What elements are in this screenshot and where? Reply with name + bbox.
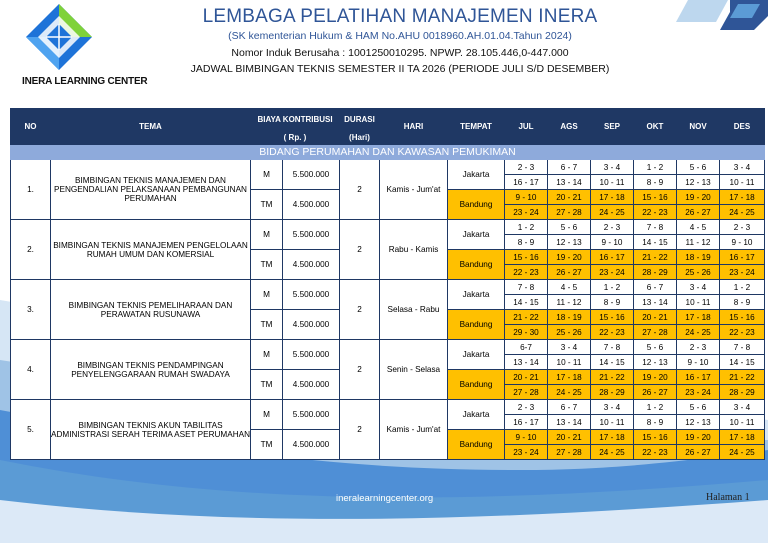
date-cell: 18 - 19: [548, 310, 591, 325]
date-cell: 16 - 17: [677, 370, 720, 385]
date-cell: 11 - 12: [677, 235, 720, 250]
date-cell: 26 - 27: [634, 385, 677, 400]
date-cell: 22 - 23: [591, 325, 634, 340]
date-cell: 1 - 2: [720, 280, 765, 295]
col-sep: SEP: [591, 109, 634, 145]
date-cell: 6-7: [505, 340, 548, 355]
date-cell: 22 - 23: [634, 205, 677, 220]
table-row: [11, 220, 765, 235]
date-cell: 14 - 15: [591, 355, 634, 370]
date-cell: 24 - 25: [720, 205, 765, 220]
date-cell: 5 - 6: [634, 340, 677, 355]
date-cell: 1 - 2: [634, 400, 677, 415]
col-hari: HARI: [380, 109, 448, 145]
price-type-tm: TM: [251, 310, 283, 340]
price-type-m: M: [251, 160, 283, 190]
date-cell: 10 - 11: [591, 415, 634, 430]
date-cell: 26 - 27: [677, 205, 720, 220]
date-cell: 13 - 14: [548, 415, 591, 430]
date-cell: 14 - 15: [505, 295, 548, 310]
date-cell: 3 - 4: [677, 280, 720, 295]
date-cell: 27 - 28: [548, 205, 591, 220]
tempat-bandung: Bandung: [448, 430, 505, 460]
date-cell: 26 - 27: [548, 265, 591, 280]
row-durasi: 2: [340, 220, 380, 280]
date-cell: 7 - 8: [505, 280, 548, 295]
tempat-bandung: Bandung: [448, 190, 505, 220]
date-cell: 25 - 26: [548, 325, 591, 340]
date-cell: 23 - 24: [505, 445, 548, 460]
row-number: 1.: [11, 160, 51, 220]
date-cell: 13 - 14: [634, 295, 677, 310]
date-cell: 11 - 12: [548, 295, 591, 310]
price-tm: 4.500.000: [283, 250, 340, 280]
date-cell: 1 - 2: [505, 220, 548, 235]
date-cell: 15 - 16: [720, 310, 765, 325]
price-type-tm: TM: [251, 190, 283, 220]
date-cell: 8 - 9: [634, 175, 677, 190]
date-cell: 28 - 29: [634, 265, 677, 280]
price-m: 5.500.000: [283, 340, 340, 370]
date-cell: 2 - 3: [720, 220, 765, 235]
date-cell: 12 - 13: [677, 175, 720, 190]
date-cell: 6 - 7: [548, 400, 591, 415]
date-cell: 26 - 27: [677, 445, 720, 460]
date-cell: 2 - 3: [505, 160, 548, 175]
date-cell: 21 - 22: [720, 370, 765, 385]
date-cell: 19 - 20: [634, 370, 677, 385]
date-cell: 7 - 8: [720, 340, 765, 355]
col-nov: NOV: [677, 109, 720, 145]
date-cell: 21 - 22: [634, 250, 677, 265]
date-cell: 17 - 18: [591, 190, 634, 205]
table-row: [11, 280, 765, 295]
date-cell: 6 - 7: [634, 280, 677, 295]
date-cell: 7 - 8: [634, 220, 677, 235]
date-cell: 9 - 10: [505, 430, 548, 445]
date-cell: 20 - 21: [548, 430, 591, 445]
sk-line: (SK kementerian Hukum & HAM No.AHU 0018960.AH.01.04.Tahun 2024): [228, 30, 572, 42]
date-cell: 19 - 20: [548, 250, 591, 265]
date-cell: 6 - 7: [548, 160, 591, 175]
row-tema: BIMBINGAN TEKNIS PEMELIHARAAN DAN PERAWATAN RUSUNAWA: [51, 280, 251, 340]
date-cell: 10 - 11: [677, 295, 720, 310]
date-cell: 27 - 28: [548, 445, 591, 460]
col-hari-unit: (Hari): [340, 130, 380, 145]
date-cell: 27 - 28: [505, 385, 548, 400]
date-cell: 4 - 5: [548, 280, 591, 295]
date-cell: 23 - 24: [591, 265, 634, 280]
tempat-bandung: Bandung: [448, 370, 505, 400]
row-durasi: 2: [340, 400, 380, 460]
col-tempat: TEMPAT: [448, 109, 505, 145]
date-cell: 15 - 16: [634, 430, 677, 445]
tempat-jakarta: Jakarta: [448, 340, 505, 370]
tempat-bandung: Bandung: [448, 250, 505, 280]
price-tm: 4.500.000: [283, 310, 340, 340]
date-cell: 12 - 13: [548, 235, 591, 250]
col-ags: AGS: [548, 109, 591, 145]
price-m: 5.500.000: [283, 160, 340, 190]
date-cell: 19 - 20: [677, 430, 720, 445]
row-number: 2.: [11, 220, 51, 280]
date-cell: 9 - 10: [677, 355, 720, 370]
date-cell: 19 - 20: [677, 190, 720, 205]
date-cell: 23 - 24: [505, 205, 548, 220]
date-cell: 5 - 6: [677, 400, 720, 415]
date-cell: 16 - 17: [720, 250, 765, 265]
price-type-tm: TM: [251, 250, 283, 280]
price-type-m: M: [251, 400, 283, 430]
date-cell: 8 - 9: [505, 235, 548, 250]
date-cell: 7 - 8: [591, 340, 634, 355]
page-title: LEMBAGA PELATIHAN MANAJEMEN INERA: [202, 6, 598, 27]
price-m: 5.500.000: [283, 280, 340, 310]
row-tema: BIMBINGAN TEKNIS MANAJEMEN DAN PENGENDALIAN PELAKSANAAN PEMBANGUNAN PERUMAHAN: [51, 160, 251, 220]
date-cell: 2 - 3: [591, 220, 634, 235]
row-hari: Senin - Selasa: [380, 340, 448, 400]
date-cell: 2 - 3: [505, 400, 548, 415]
tempat-jakarta: Jakarta: [448, 400, 505, 430]
date-cell: 15 - 16: [634, 190, 677, 205]
date-cell: 5 - 6: [677, 160, 720, 175]
date-cell: 10 - 11: [720, 415, 765, 430]
row-durasi: 2: [340, 340, 380, 400]
date-cell: 29 - 30: [505, 325, 548, 340]
date-cell: 24 - 25: [591, 445, 634, 460]
date-cell: 12 - 13: [634, 355, 677, 370]
date-cell: 3 - 4: [720, 400, 765, 415]
date-cell: 10 - 11: [548, 355, 591, 370]
col-biaya: BIAYA KONTRIBUSI: [251, 109, 340, 130]
price-m: 5.500.000: [283, 400, 340, 430]
date-cell: 17 - 18: [720, 430, 765, 445]
row-durasi: 2: [340, 160, 380, 220]
date-cell: 8 - 9: [634, 415, 677, 430]
row-hari: Kamis - Jum'at: [380, 400, 448, 460]
date-cell: 9 - 10: [505, 190, 548, 205]
date-cell: 17 - 18: [591, 430, 634, 445]
date-cell: 1 - 2: [634, 160, 677, 175]
col-okt: OKT: [634, 109, 677, 145]
date-cell: 24 - 25: [548, 385, 591, 400]
price-tm: 4.500.000: [283, 370, 340, 400]
date-cell: 24 - 25: [677, 325, 720, 340]
date-cell: 10 - 11: [591, 175, 634, 190]
date-cell: 18 - 19: [677, 250, 720, 265]
page-number: Halaman 1: [706, 492, 750, 503]
date-cell: 4 - 5: [677, 220, 720, 235]
date-cell: 3 - 4: [720, 160, 765, 175]
date-cell: 15 - 16: [505, 250, 548, 265]
row-tema: BIMBINGAN TEKNIS AKUN TABILITAS ADMINISTRASI SERAH TERIMA ASET PERUMAHAN: [51, 400, 251, 460]
date-cell: 8 - 9: [720, 295, 765, 310]
date-cell: 8 - 9: [591, 295, 634, 310]
row-hari: Rabu - Kamis: [380, 220, 448, 280]
tempat-bandung: Bandung: [448, 310, 505, 340]
date-cell: 28 - 29: [720, 385, 765, 400]
date-cell: 9 - 10: [591, 235, 634, 250]
table-row: [11, 160, 765, 175]
col-durasi: DURASI: [340, 109, 380, 130]
row-hari: Kamis - Jum'at: [380, 160, 448, 220]
price-tm: 4.500.000: [283, 190, 340, 220]
date-cell: 17 - 18: [720, 190, 765, 205]
row-number: 3.: [11, 280, 51, 340]
date-cell: 15 - 16: [591, 310, 634, 325]
date-cell: 10 - 11: [720, 175, 765, 190]
date-cell: 25 - 26: [677, 265, 720, 280]
date-cell: 16 - 17: [505, 175, 548, 190]
date-cell: 1 - 2: [591, 280, 634, 295]
date-cell: 20 - 21: [548, 190, 591, 205]
date-cell: 24 - 25: [720, 445, 765, 460]
date-cell: 17 - 18: [548, 370, 591, 385]
price-type-m: M: [251, 280, 283, 310]
price-type-tm: TM: [251, 370, 283, 400]
date-cell: 2 - 3: [677, 340, 720, 355]
tempat-jakarta: Jakarta: [448, 220, 505, 250]
schedule-title: JADWAL BIMBINGAN TEKNIS SEMESTER II TA 2026 (PERIODE JULI S/D DESEMBER): [190, 63, 610, 75]
date-cell: 21 - 22: [591, 370, 634, 385]
price-m: 5.500.000: [283, 220, 340, 250]
tempat-jakarta: Jakarta: [448, 160, 505, 190]
col-rp: ( Rp. ): [251, 130, 340, 145]
date-cell: 13 - 14: [505, 355, 548, 370]
date-cell: 22 - 23: [505, 265, 548, 280]
row-tema: BIMBINGAN TEKNIS PENDAMPINGAN PENYELENGGARAAN RUMAH SWADAYA: [51, 340, 251, 400]
date-cell: 14 - 15: [720, 355, 765, 370]
row-durasi: 2: [340, 280, 380, 340]
date-cell: 16 - 17: [591, 250, 634, 265]
corner-decoration-icon: [668, 0, 768, 40]
date-cell: 24 - 25: [591, 205, 634, 220]
date-cell: 28 - 29: [591, 385, 634, 400]
date-cell: 5 - 6: [548, 220, 591, 235]
col-jul: JUL: [505, 109, 548, 145]
price-type-m: M: [251, 340, 283, 370]
date-cell: 16 - 17: [505, 415, 548, 430]
date-cell: 9 - 10: [720, 235, 765, 250]
nib-line: Nomor Induk Berusaha : 1001250010295. NPWP. 28.105.446,0-447.000: [231, 47, 569, 59]
date-cell: 27 - 28: [634, 325, 677, 340]
date-cell: 22 - 23: [634, 445, 677, 460]
date-cell: 14 - 15: [634, 235, 677, 250]
date-cell: 23 - 24: [677, 385, 720, 400]
date-cell: 3 - 4: [591, 400, 634, 415]
date-cell: 13 - 14: [548, 175, 591, 190]
row-number: 5.: [11, 400, 51, 460]
table-row: [11, 400, 765, 415]
col-tema: TEMA: [51, 109, 251, 145]
date-cell: 20 - 21: [505, 370, 548, 385]
price-tm: 4.500.000: [283, 430, 340, 460]
tempat-jakarta: Jakarta: [448, 280, 505, 310]
col-no: NO: [11, 109, 51, 145]
row-hari: Selasa - Rabu: [380, 280, 448, 340]
date-cell: 3 - 4: [548, 340, 591, 355]
bidang-heading: BIDANG PERUMAHAN DAN KAWASAN PEMUKIMAN: [11, 145, 765, 160]
price-type-m: M: [251, 220, 283, 250]
date-cell: 22 - 23: [720, 325, 765, 340]
col-des: DES: [720, 109, 765, 145]
date-cell: 21 - 22: [505, 310, 548, 325]
row-number: 4.: [11, 340, 51, 400]
inera-logo-icon: [24, 2, 94, 72]
date-cell: 12 - 13: [677, 415, 720, 430]
table-row: [11, 340, 765, 355]
date-cell: 17 - 18: [677, 310, 720, 325]
date-cell: 20 - 21: [634, 310, 677, 325]
row-tema: BIMBINGAN TEKNIS MANAJEMEN PENGELOLAAN RUMAH UMUM DAN KOMERSIAL: [51, 220, 251, 280]
footer-url[interactable]: ineralearningcenter.org: [336, 493, 434, 504]
price-type-tm: TM: [251, 430, 283, 460]
date-cell: 3 - 4: [591, 160, 634, 175]
schedule-table: [10, 108, 765, 460]
logo-text: INERA LEARNING CENTER: [22, 76, 148, 87]
date-cell: 23 - 24: [720, 265, 765, 280]
